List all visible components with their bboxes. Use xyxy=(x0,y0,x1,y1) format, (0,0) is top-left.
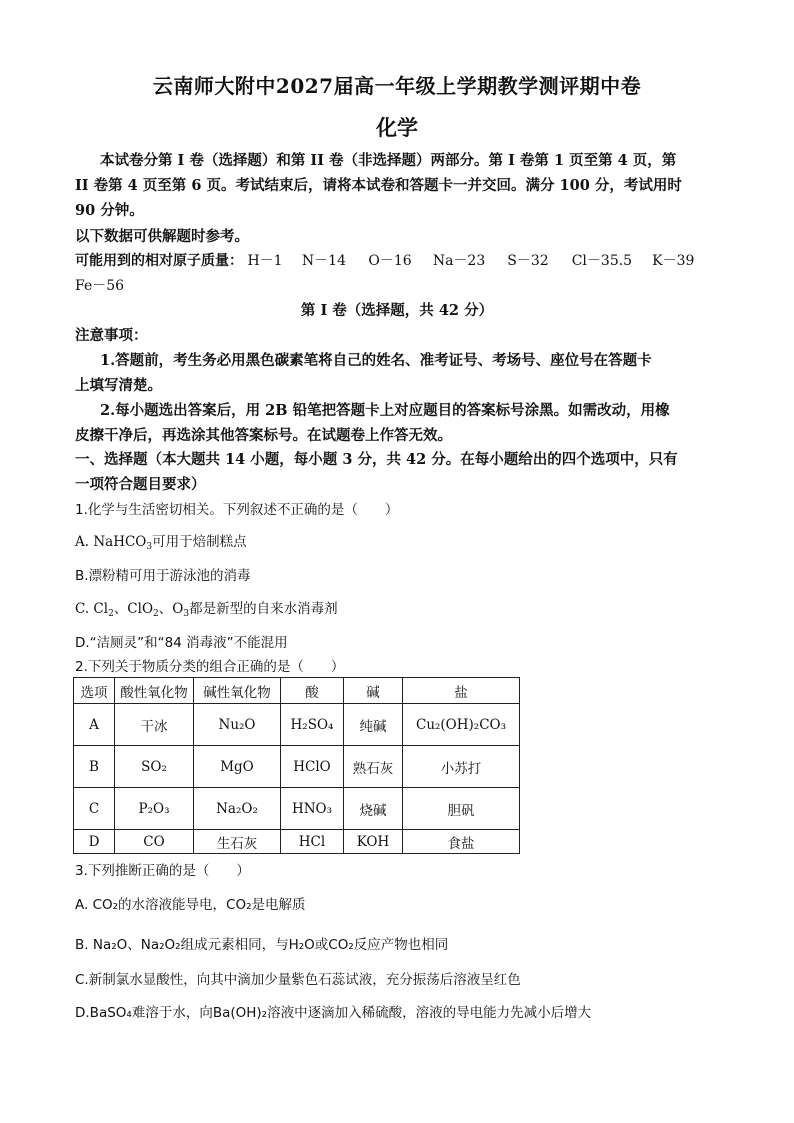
cell-salt: 胆矾 xyxy=(403,788,520,830)
atomic-mass-fe: Fe－56 xyxy=(75,278,125,294)
cell-acid: HCl xyxy=(281,830,344,854)
cell-salt: 小苏打 xyxy=(403,746,520,788)
atomic-mass-na: Na－23 xyxy=(432,253,486,269)
q1-option-c: C. $Cl_2$、ClO$_2$、$O_3$都是新型的自来水消毒剂 xyxy=(75,601,338,619)
cell-basic-oxide: Nu₂O xyxy=(194,704,281,746)
cell-acidic-oxide: 干冰 xyxy=(115,704,194,746)
atomic-mass-h: H－1 xyxy=(247,253,283,269)
exam-title: 云南师大附中2027届高一年级上学期教学测评期中卷 xyxy=(152,74,642,98)
notice-2b: 皮擦干净后，再选涂其他答案标号。在试题卷上作答无效。 xyxy=(75,427,452,444)
atomic-mass-s: S－32 xyxy=(507,253,549,269)
notice-1a: 1.答题前，考生务必用黑色碳素笔将自己的姓名、准考证号、考场号、座位号在答题卡 xyxy=(100,352,652,369)
subject-title: 化学 xyxy=(376,115,418,140)
q3-option-d: D.BaSO₄难溶于水，向Ba(OH)₂溶液中逐滴加入稀硫酸，溶液的导电能力先减小后增大 xyxy=(75,1005,592,1021)
atomic-mass-o: O－16 xyxy=(368,253,412,269)
classification-table xyxy=(73,677,520,854)
header-acidic-oxide: 酸性氧化物 xyxy=(115,678,194,704)
atomic-mass-line xyxy=(75,250,694,270)
atomic-mass-label: 可能用到的相对原子质量： xyxy=(75,253,243,269)
cell-salt: Cu₂(OH)₂CO₃ xyxy=(403,704,520,746)
cell-base: 熟石灰 xyxy=(344,746,403,788)
cell-acidic-oxide: CO xyxy=(115,830,194,854)
q3-option-b: B. Na₂O、Na₂O₂组成元素相同，与H₂O或CO₂反应产物也相同 xyxy=(75,937,449,953)
cell-acid: HClO xyxy=(281,746,344,788)
header-base: 碱 xyxy=(344,678,403,704)
table-row xyxy=(74,704,520,746)
cell-option: C xyxy=(74,788,115,830)
notice-label: 注意事项： xyxy=(75,327,148,344)
intro-line-2: II 卷第 4 页至第 6 页。考试结束后，请将本试卷和答题卡一并交回。满分 100 分，考试用时 xyxy=(75,177,682,194)
q1-option-b: B.漂粉精可用于游泳池的消毒 xyxy=(75,568,251,584)
cell-base: KOH xyxy=(344,830,403,854)
table-row xyxy=(74,830,520,854)
intro-line-3: 90 分钟。 xyxy=(75,202,144,219)
intro-line-1: 本试卷分第 I 卷（选择题）和第 II 卷（非选择题）两部分。第 I 卷第 1 页至第 4 页，第 xyxy=(100,152,677,169)
part-instruction-b: 一项符合题目要求） xyxy=(75,476,206,493)
cell-option: A xyxy=(74,704,115,746)
cell-basic-oxide: 生石灰 xyxy=(194,830,281,854)
q3-option-c: C.新制氯水显酸性，向其中滴加少量紫色石蕊试液，充分振荡后溶液呈红色 xyxy=(75,972,521,988)
table-row xyxy=(74,788,520,830)
cell-option: B xyxy=(74,746,115,788)
q3-stem: 3.下列推断正确的是（ ） xyxy=(75,863,250,879)
intro-line-4: 以下数据可供解题时参考。 xyxy=(75,228,249,245)
cell-basic-oxide: MgO xyxy=(194,746,281,788)
atomic-mass-cl: Cl－35.5 xyxy=(571,253,633,269)
notice-1b: 上填写清楚。 xyxy=(75,377,162,394)
cell-option: D xyxy=(74,830,115,854)
q2-stem: 2.下列关于物质分类的组合正确的是（ ） xyxy=(75,659,345,675)
table-header-row xyxy=(74,678,520,704)
q1-option-a: A. NaHCO$_3$可用于焙制糕点 xyxy=(75,534,247,552)
cell-acid: H₂SO₄ xyxy=(281,704,344,746)
cell-acidic-oxide: P₂O₃ xyxy=(115,788,194,830)
cell-salt: 食盐 xyxy=(403,830,520,854)
header-option: 选项 xyxy=(74,678,115,704)
atomic-mass-n: N－14 xyxy=(301,253,346,269)
q1-stem: 1.化学与生活密切相关。下列叙述不正确的是（ ） xyxy=(75,502,399,518)
header-salt: 盐 xyxy=(403,678,520,704)
cell-acid: HNO₃ xyxy=(281,788,344,830)
notice-2a: 2.每小题选出答案后，用 2B 铅笔把答题卡上对应题目的答案标号涂黑。如需改动，用橡 xyxy=(100,402,670,419)
section-heading: 第 I 卷（选择题，共 42 分） xyxy=(300,302,494,319)
atomic-mass-k: K－39 xyxy=(652,253,695,269)
part-instruction-a: 一、选择题（本大题共 14 小题，每小题 3 分，共 42 分。在每小题给出的四个选项中，只有 xyxy=(75,451,678,468)
cell-basic-oxide: Na₂O₂ xyxy=(194,788,281,830)
header-acid: 酸 xyxy=(281,678,344,704)
header-basic-oxide: 碱性氧化物 xyxy=(194,678,281,704)
cell-base: 纯碱 xyxy=(344,704,403,746)
cell-base: 烧碱 xyxy=(344,788,403,830)
q3-option-a: A. CO₂的水溶液能导电，CO₂是电解质 xyxy=(75,897,306,913)
table-row xyxy=(74,746,520,788)
q1-option-d: D.“洁厕灵”和“84 消毒液”不能混用 xyxy=(75,635,288,651)
cell-acidic-oxide: SO₂ xyxy=(115,746,194,788)
